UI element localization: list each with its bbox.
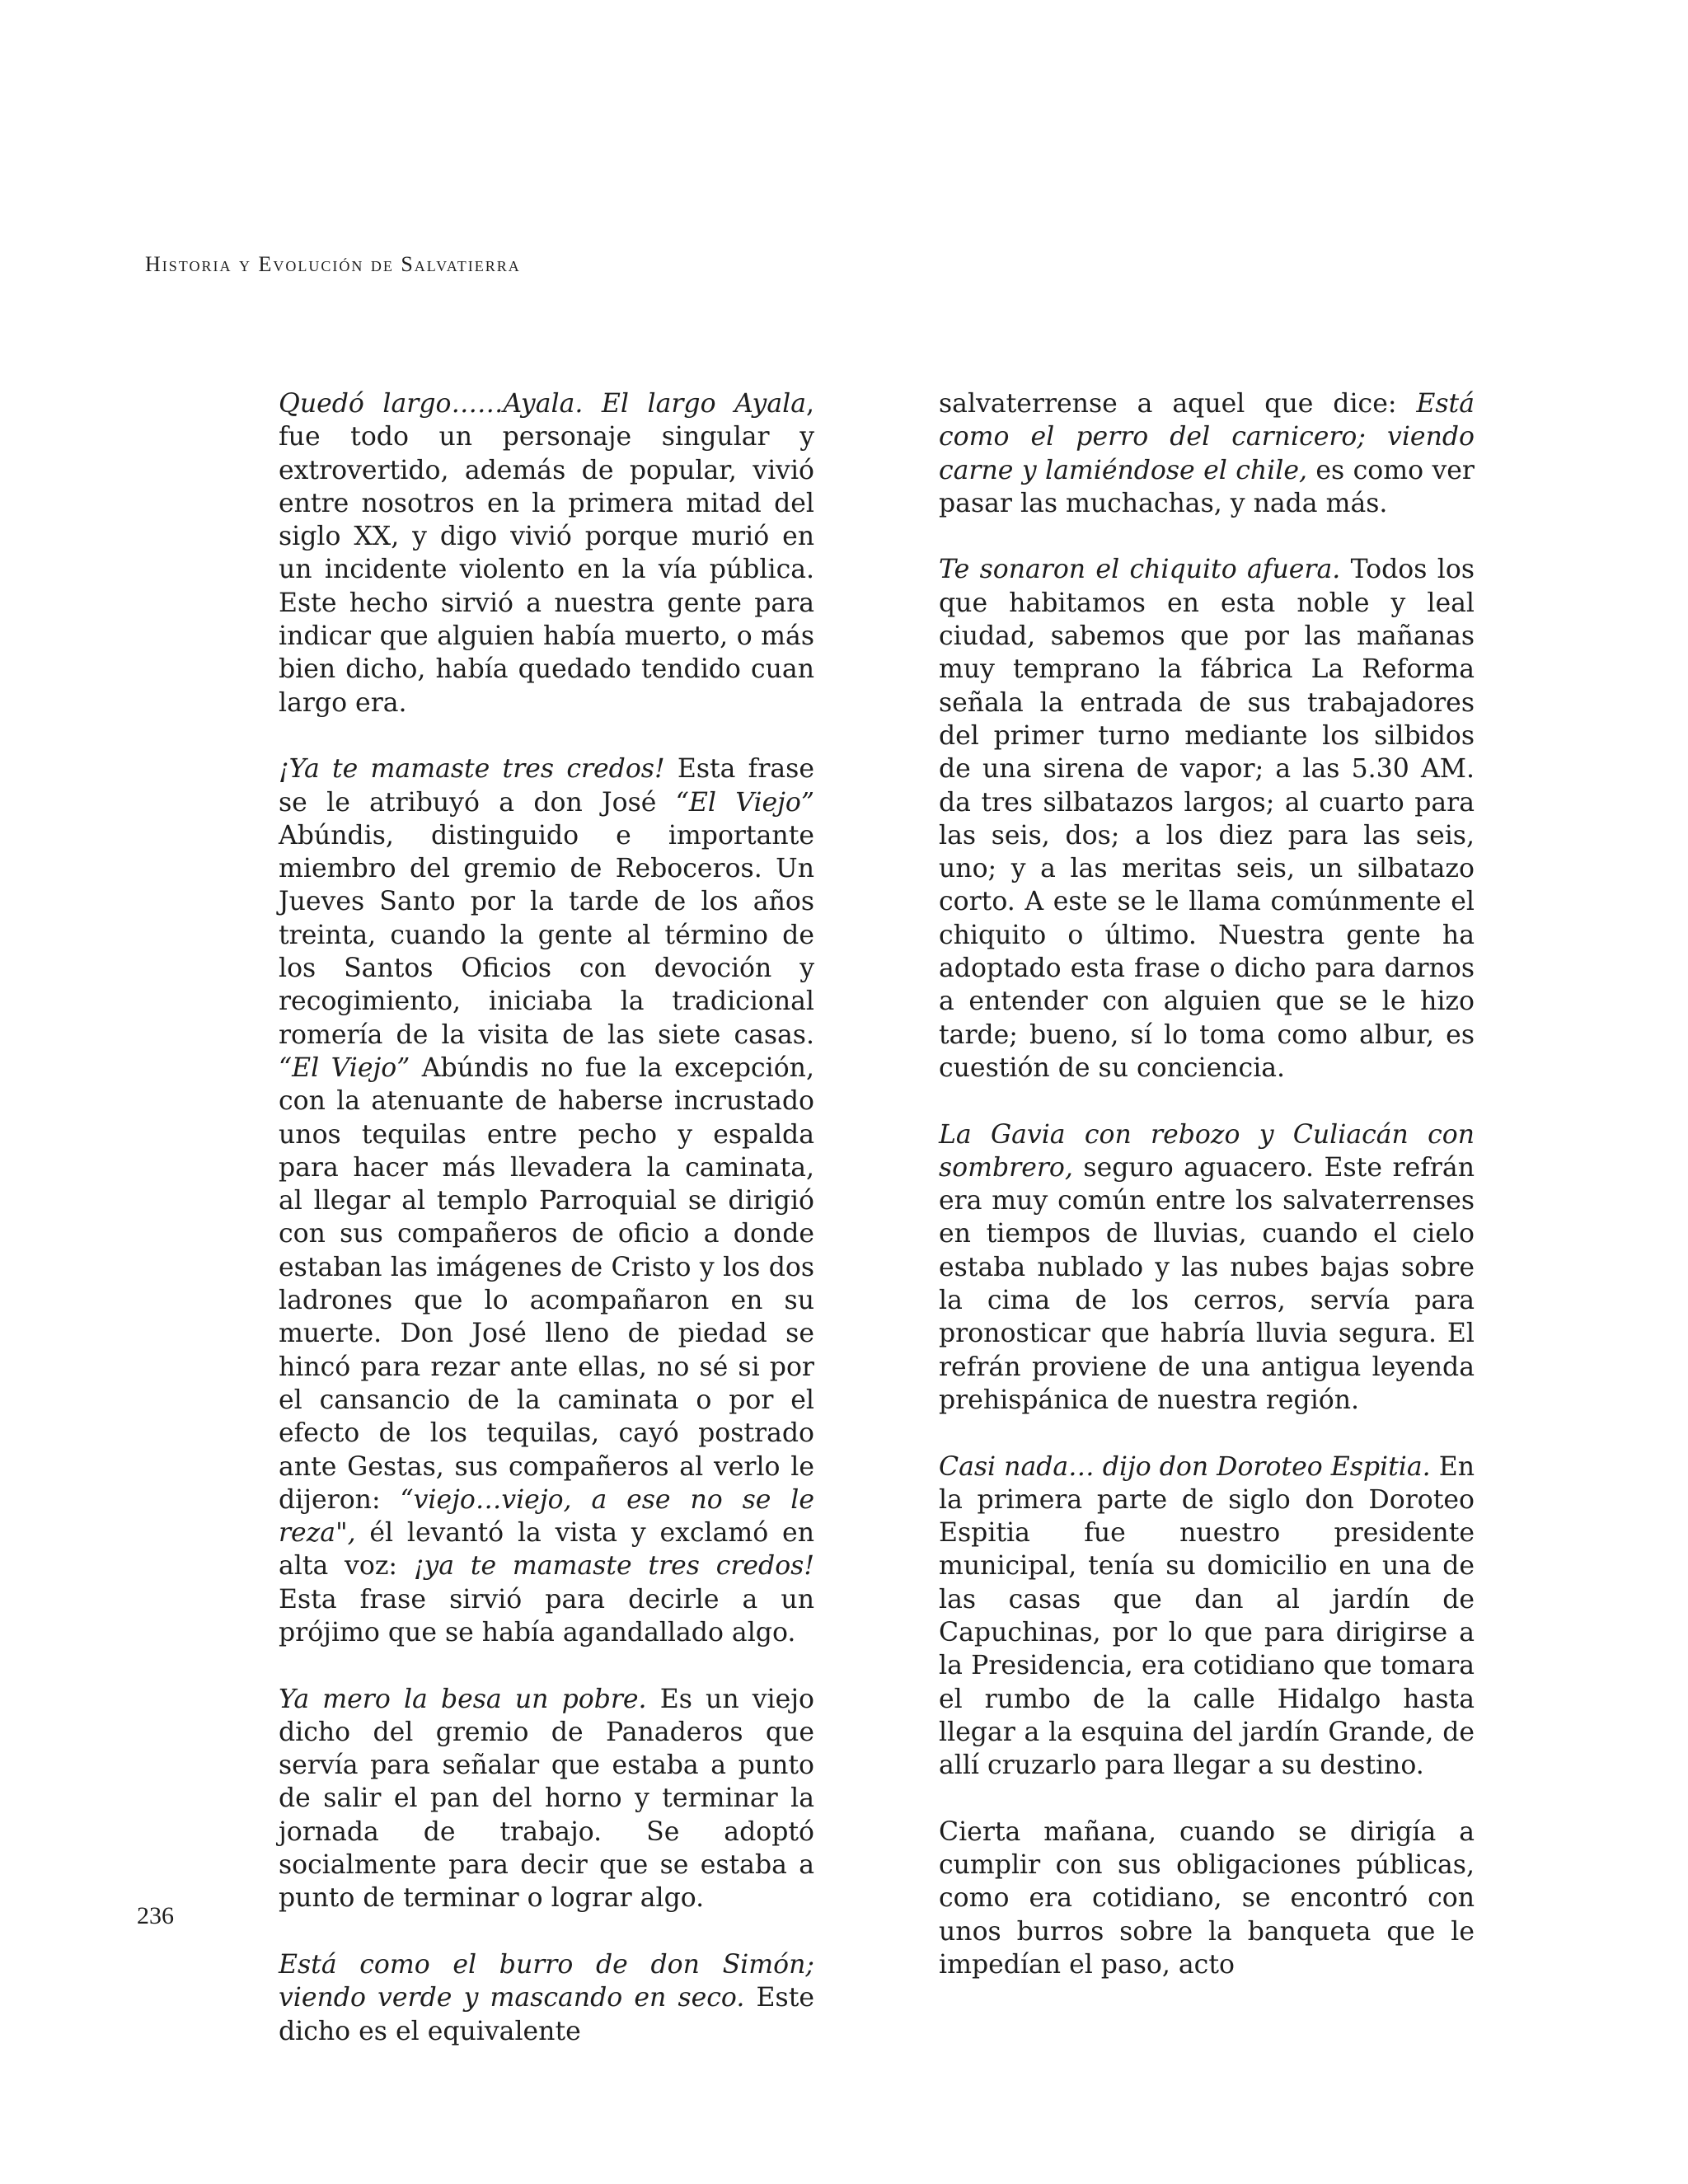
paragraph-burro-don-simon (279, 1948, 814, 2048)
paragraph-text: Abúndis, distinguido e importante miembro del gremio de Reboceros. Un Jueves Santo por la tarde de los años treinta, cuando la gente al término de los Santos Oficios con devoción y recogimiento, iniciaba la tradicional romería de la visita de las siete casas. (279, 820, 814, 1050)
paragraph-text: salvaterrense a aquel que dice: (939, 389, 1417, 419)
paragraph-tres-credos (279, 752, 814, 1649)
paragraph-cierta-manana (939, 1816, 1475, 1981)
page-number: 236 (137, 1902, 174, 1929)
running-title: Historia y Evolución de Salvatierra (145, 252, 521, 276)
saying-title: Casi nada… dijo don Doroteo Espitia. (939, 1451, 1431, 1482)
paragraph-text: él levantó la vista y exclamó en alta voz: (279, 1518, 814, 1582)
saying-title: Está como el perro del carnicero; viendo carne y lamiéndose el chile, (939, 389, 1475, 485)
paragraph-salvaterrense (939, 387, 1475, 520)
paragraph-text: Esta frase sirvió para decirle a un prójimo que se había agandallado algo. (279, 1584, 814, 1647)
paragraph-text: seguro aguacero. Este refrán era muy común entre los salvaterrenses en tiempos de lluvias, cuando el cielo estaba nublado y las nubes bajas sobre la cima de los cerros, servía para pronosticar que habría lluvia segura. El refrán proviene de una antigua leyenda prehispánica de nuestra región. (939, 1152, 1475, 1415)
paragraph-la-gavia (939, 1118, 1475, 1418)
paragraph-text: Es un viejo dicho del gremio de Panaderos que servía para señalar que estaba a punto de salir el pan del horno y terminar la jornada de trabajo. Se adoptó socialmente para decir que se estaba a punto de terminar o lograr algo. (279, 1684, 814, 1914)
saying-title: La Gavia con rebozo y Culiacán con sombrero, (939, 1119, 1475, 1183)
left-column (279, 387, 814, 2048)
paragraph-casi-nada (939, 1451, 1475, 1783)
saying-title: Ya mero la besa un pobre. (279, 1684, 647, 1714)
paragraph-text: Este dicho es el equivalente (279, 1983, 814, 2046)
paragraph-chiquito-afuera (939, 553, 1475, 1085)
saying-title: Quedó largo……Ayala. El largo Ayala (279, 389, 806, 419)
saying-title: Está como el burro de don Simón; viendo verde y mascando en seco. (279, 1949, 814, 2013)
saying-title: Te sonaron el chiquito afuera. (939, 555, 1341, 585)
paragraph-text: Esta frase se le atribuyó a don José (279, 754, 814, 818)
paragraph-text: es como ver pasar las muchachas, y nada más. (939, 455, 1475, 518)
paragraph-quedo-largo (279, 387, 814, 719)
paragraph-text: En la primera parte de siglo don Doroteo Espitia fue nuestro presidente municipal, tenía su domicilio en una de las casas que dan al jardín de Capuchinas, por lo que para dirigirse a la Presidencia, era cotidiano que tomara el rumbo de la calle Hidalgo hasta llegar a la esquina del jardín Grande, de allí cruzarlo para llegar a su destino. (939, 1451, 1475, 1781)
right-column (939, 387, 1475, 1981)
quoted-speech: ¡ya te mamaste tres credos! (413, 1551, 815, 1582)
paragraph-text: Todos los que habitamos en esta noble y leal ciudad, sabemos que por las mañanas muy temprano la fábrica La Reforma señala la entrada de sus trabajadores del primer turno mediante los silbidos de una sirena de vapor; a las 5.30 AM. da tres silbatazos largos; al cuarto para las seis, dos; a los diez para las seis, uno; y a las meritas seis, un silbatazo corto. A este se le llama comúnmente el chiquito o último. Nuestra gente ha adoptado esta frase o dicho para darnos a entender con alguien que se le hizo tarde; bueno, sí lo toma como albur, es cuestión de su conciencia. (939, 555, 1475, 1083)
quoted-speech: “viejo…viejo, a ese no se le reza", (279, 1484, 815, 1549)
paragraph-text: , fue todo un personaje singular y extrovertido, además de popular, vivió entre nosotros en la primera mitad del siglo XX, y digo vivió porque murió en un incidente violento en la vía pública. Este hecho sirvió a nuestra gente para indicar que alguien había muerto, o más bien dicho, había quedado tendido cuan largo era. (279, 389, 814, 718)
paragraph-text: Cierta mañana, cuando se dirigía a cumplir con sus obligaciones públicas, como era cotidiano, se encontró con unos burros sobre la banqueta que le impedían el paso, acto (939, 1816, 1475, 1980)
paragraph-besa-un-pobre (279, 1683, 814, 1915)
nickname: “El Viejo” (675, 787, 814, 818)
saying-title: ¡Ya te mamaste tres credos! (279, 754, 665, 785)
nickname: “El Viejo” (279, 1052, 410, 1083)
paragraph-text: Abúndis no fue la excepción, con la atenuante de haberse incrustado unos tequilas entre pecho y espalda para hacer más llevadera la caminata, al llegar al templo Parroquial se dirigió con sus compañeros de oficio a donde estaban las imágenes de Cristo y los dos ladrones que lo acompañaron en su muerte. Don José lleno de piedad se hincó para rezar ante ellas, no sé si por el cansancio de la caminata o por el efecto de los tequilas, cayó postrado ante Gestas, sus compañeros al verlo le dijeron: (279, 1052, 814, 1515)
